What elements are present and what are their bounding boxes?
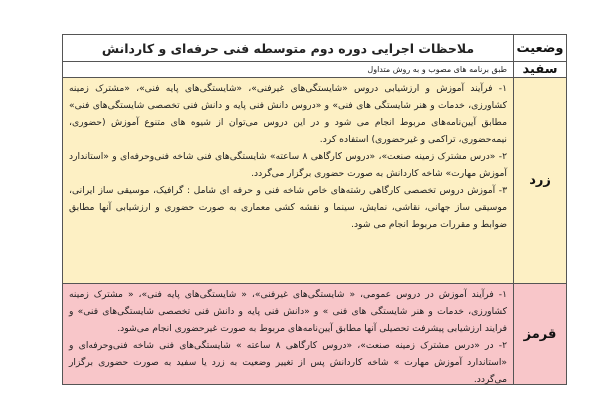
- list-item: ۲- «درس مشترک زمینه صنعت»، «دروس کارگاهی ۸ ساعته» شایستگی‌های فنی شاخه فنی‌وحرفه‌ای و «استاندارد آموزش مهارت» شاخه کاردانش به صورت حضوری برگزار می‌گردد.: [69, 151, 507, 179]
- header-title: ملاحظات اجرایی دوره دوم متوسطه فنی حرفه‌ای و کاردانش: [101, 41, 475, 56]
- list-item: ۲- در «درس مشترک زمینه صنعت»، «دروس کارگاهی ۸ ساعته » شایستگی‌های فنی شاخه فنی‌وحرفه‌ای و «استاندارد آموزش مهارت » شاخه کاردانش پس از تغییر وضعیت به زرد یا سفید به صورت حضوری برگزار می‌گردد.: [69, 340, 507, 385]
- status-label: قرمز: [513, 284, 566, 384]
- row-text: طبق برنامه های مصوب و به روش متداول: [367, 65, 507, 74]
- row-content: [63, 284, 513, 384]
- status-label: زرد: [513, 78, 566, 283]
- table-row-red: [63, 284, 566, 384]
- list-item: ۳- آموزش دروس تخصصی کارگاهی رشته‌های خاص شاخه فنی و حرفه ای شامل : گرافیک، موسیقی ساز ایرانی، موسیقی ساز جهانی، نقاشی، نمایش، سینما و نقشه کشی معماری به صورت حضوری و ارزشیابی آنها مطابق ضوابط و مقررات مربوط انجام می شود.: [69, 185, 507, 230]
- table-row-yellow: [63, 78, 566, 284]
- list-item: ۱- فرآیند آموزش و ارزشیابی دروس «شایستگی‌های غیرفنی»، «شایستگی‌های پایه فنی»، «مشترک زمینه کشاورزی، خدمات و هنر شایستگی های فنی» و «دروس دانش فنی پایه و دانش فنی تخصصی شایستگی‌های فنی» مطابق آیین‌نامه‌های مربوط انجام می شود و در این دروس می‌توان از شیوه های متنوع آموزش (حضوری، نیمه‌حضوری، تراکمی و غیرحضوری) استفاده کرد.: [69, 83, 507, 145]
- table-row-white: [63, 62, 566, 78]
- table-header-row: [63, 35, 566, 62]
- list-item: ۱- فرآیند آموزش در دروس عمومی، « شایستگی‌های غیرفنی»، « شایستگی‌های پایه فنی»، « مشترک زمینه کشاورزی، خدمات و هنر شایستگی های فنی » و «دانش فنی پایه و دانش فنی تخصصی شایستگی‌های فنی» و فرایند ارزشیابی پیشرفت تحصیلی آنها مطابق آیین‌نامه‌های مربوط به صورت غیرحضوری انجام می‌شود.: [69, 289, 507, 334]
- status-table: [62, 34, 567, 385]
- header-status: وضعیت: [513, 35, 566, 61]
- status-label: سفید: [513, 62, 566, 77]
- row-content: [63, 78, 513, 283]
